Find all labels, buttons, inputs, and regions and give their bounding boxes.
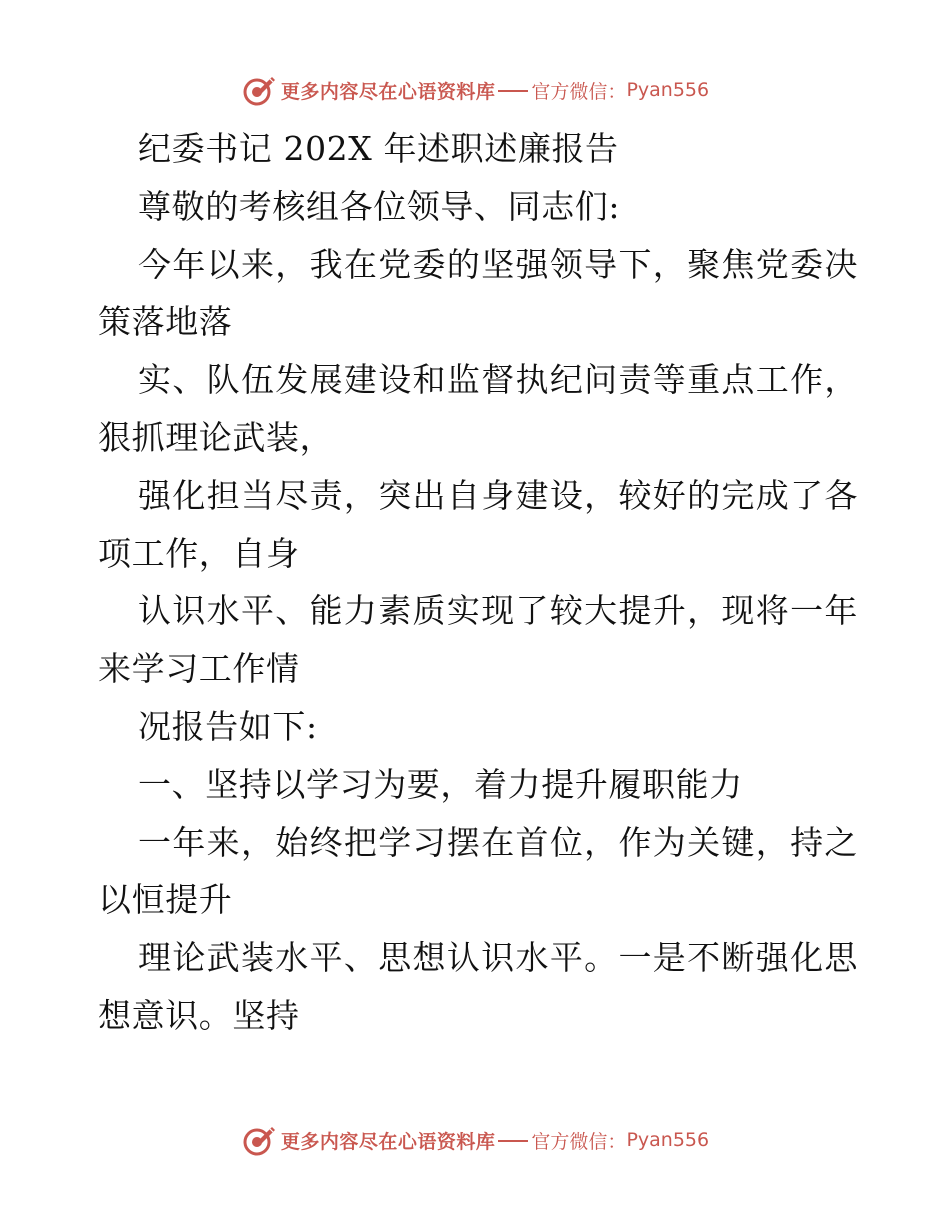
paragraph-line: 理论武装水平、思想认识水平。一是不断强化思 — [138, 938, 858, 978]
paragraph-line: 况报告如下: — [138, 706, 318, 746]
section-heading: 一、坚持以学习为要，着力提升履职能力 — [138, 764, 743, 804]
paragraph-line: 策落地落 — [98, 302, 233, 342]
paragraph-line: 项工作，自身 — [98, 533, 300, 573]
paragraph-line: 认识水平、能力素质实现了较大提升，现将一年 — [138, 591, 858, 631]
document-title: 纪委书记 202X 年述职述廉报告 — [138, 129, 619, 168]
watermark-dash — [498, 1140, 528, 1142]
paragraph-line: 以恒提升 — [98, 880, 233, 920]
paragraph-line: 实、队伍发展建设和监督执纪问责等重点工作， — [138, 360, 858, 400]
paragraph-line: 今年以来，我在党委的坚强领导下，聚焦党委决 — [138, 244, 858, 284]
paragraph-line: 想意识。坚持 — [98, 995, 300, 1035]
pen-logo-icon — [241, 72, 277, 108]
watermark-brand: 更多内容尽在心语资料库 — [280, 1130, 496, 1153]
paragraph-line: 狠抓理论武装， — [98, 417, 334, 457]
salutation: 尊敬的考核组各位领导、同志们: — [138, 186, 621, 226]
header-watermark — [0, 68, 950, 112]
watermark-brand: 更多内容尽在心语资料库 — [280, 80, 496, 103]
watermark-wechat-id: Pyan556 — [626, 79, 710, 101]
paragraph-line: 来学习工作情 — [98, 649, 300, 689]
footer-watermark — [0, 1118, 950, 1162]
paragraph-line: 强化担当尽责，突出自身建设，较好的完成了各 — [138, 475, 858, 515]
watermark-dash — [498, 90, 528, 92]
watermark-wechat-id: Pyan556 — [626, 1129, 710, 1151]
watermark-wechat-label: 官方微信： — [531, 1130, 627, 1153]
watermark-wechat-label: 官方微信： — [531, 80, 627, 103]
paragraph-line: 一年来，始终把学习摆在首位，作为关键，持之 — [138, 822, 858, 862]
pen-logo-icon — [241, 1122, 277, 1158]
document-body — [98, 120, 858, 1045]
